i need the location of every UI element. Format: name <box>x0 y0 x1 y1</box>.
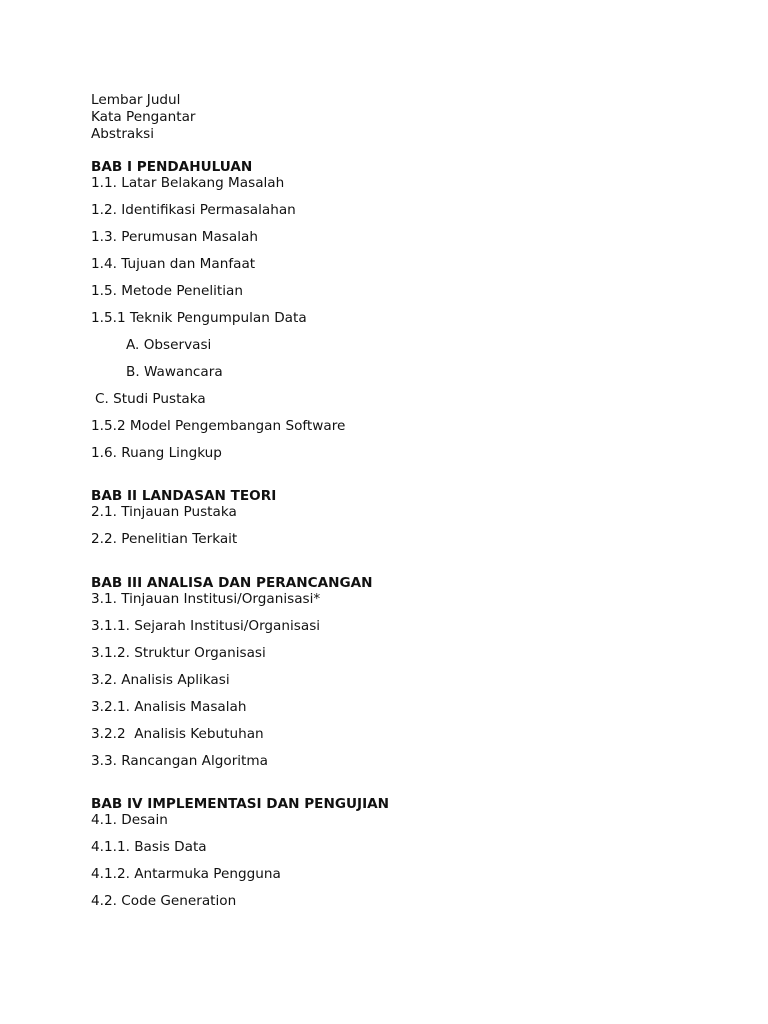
toc-item: 1.1. Latar Belakang Masalah <box>91 175 285 191</box>
toc-item: 3.2.2 Analisis Kebutuhan <box>91 726 264 742</box>
toc-subitem: C. Studi Pustaka <box>95 391 206 407</box>
toc-item: 1.4. Tujuan dan Manfaat <box>91 256 256 272</box>
toc-item: 4.1. Desain <box>91 812 168 828</box>
toc-front-abstraksi: Abstraksi <box>91 126 154 142</box>
chapter-heading-bab-3: BAB III ANALISA DAN PERANCANGAN <box>91 575 373 591</box>
toc-item: 2.2. Penelitian Terkait <box>91 531 238 547</box>
toc-item: 3.2. Analisis Aplikasi <box>91 672 230 688</box>
chapter-heading-bab-2: BAB II LANDASAN TEORI <box>91 488 277 504</box>
toc-item: 3.1.2. Struktur Organisasi <box>91 645 266 661</box>
toc-item: 4.2. Code Generation <box>91 893 237 909</box>
toc-item: 1.2. Identifikasi Permasalahan <box>91 202 296 218</box>
toc-subitem: B. Wawancara <box>126 364 223 380</box>
chapter-heading-bab-1: BAB I PENDAHULUAN <box>91 159 253 175</box>
toc-item: 1.5.1 Teknik Pengumpulan Data <box>91 310 307 326</box>
toc-item: 3.3. Rancangan Algoritma <box>91 753 268 769</box>
toc-subitem: A. Observasi <box>126 337 212 353</box>
toc-item: 3.2.1. Analisis Masalah <box>91 699 247 715</box>
toc-front-kata-pengantar: Kata Pengantar <box>91 109 196 125</box>
toc-front-lembar-judul: Lembar Judul <box>91 92 181 108</box>
toc-item: 1.6. Ruang Lingkup <box>91 445 222 461</box>
chapter-heading-bab-4: BAB IV IMPLEMENTASI DAN PENGUJIAN <box>91 796 390 812</box>
toc-item: 3.1.1. Sejarah Institusi/Organisasi <box>91 618 321 634</box>
toc-item: 3.1. Tinjauan Institusi/Organisasi* <box>91 591 321 607</box>
toc-item: 1.3. Perumusan Masalah <box>91 229 258 245</box>
toc-item: 1.5.2 Model Pengembangan Software <box>91 418 346 434</box>
toc-item: 4.1.1. Basis Data <box>91 839 207 855</box>
toc-item: 4.1.2. Antarmuka Pengguna <box>91 866 281 882</box>
toc-item: 1.5. Metode Penelitian <box>91 283 243 299</box>
toc-item: 2.1. Tinjauan Pustaka <box>91 504 237 520</box>
